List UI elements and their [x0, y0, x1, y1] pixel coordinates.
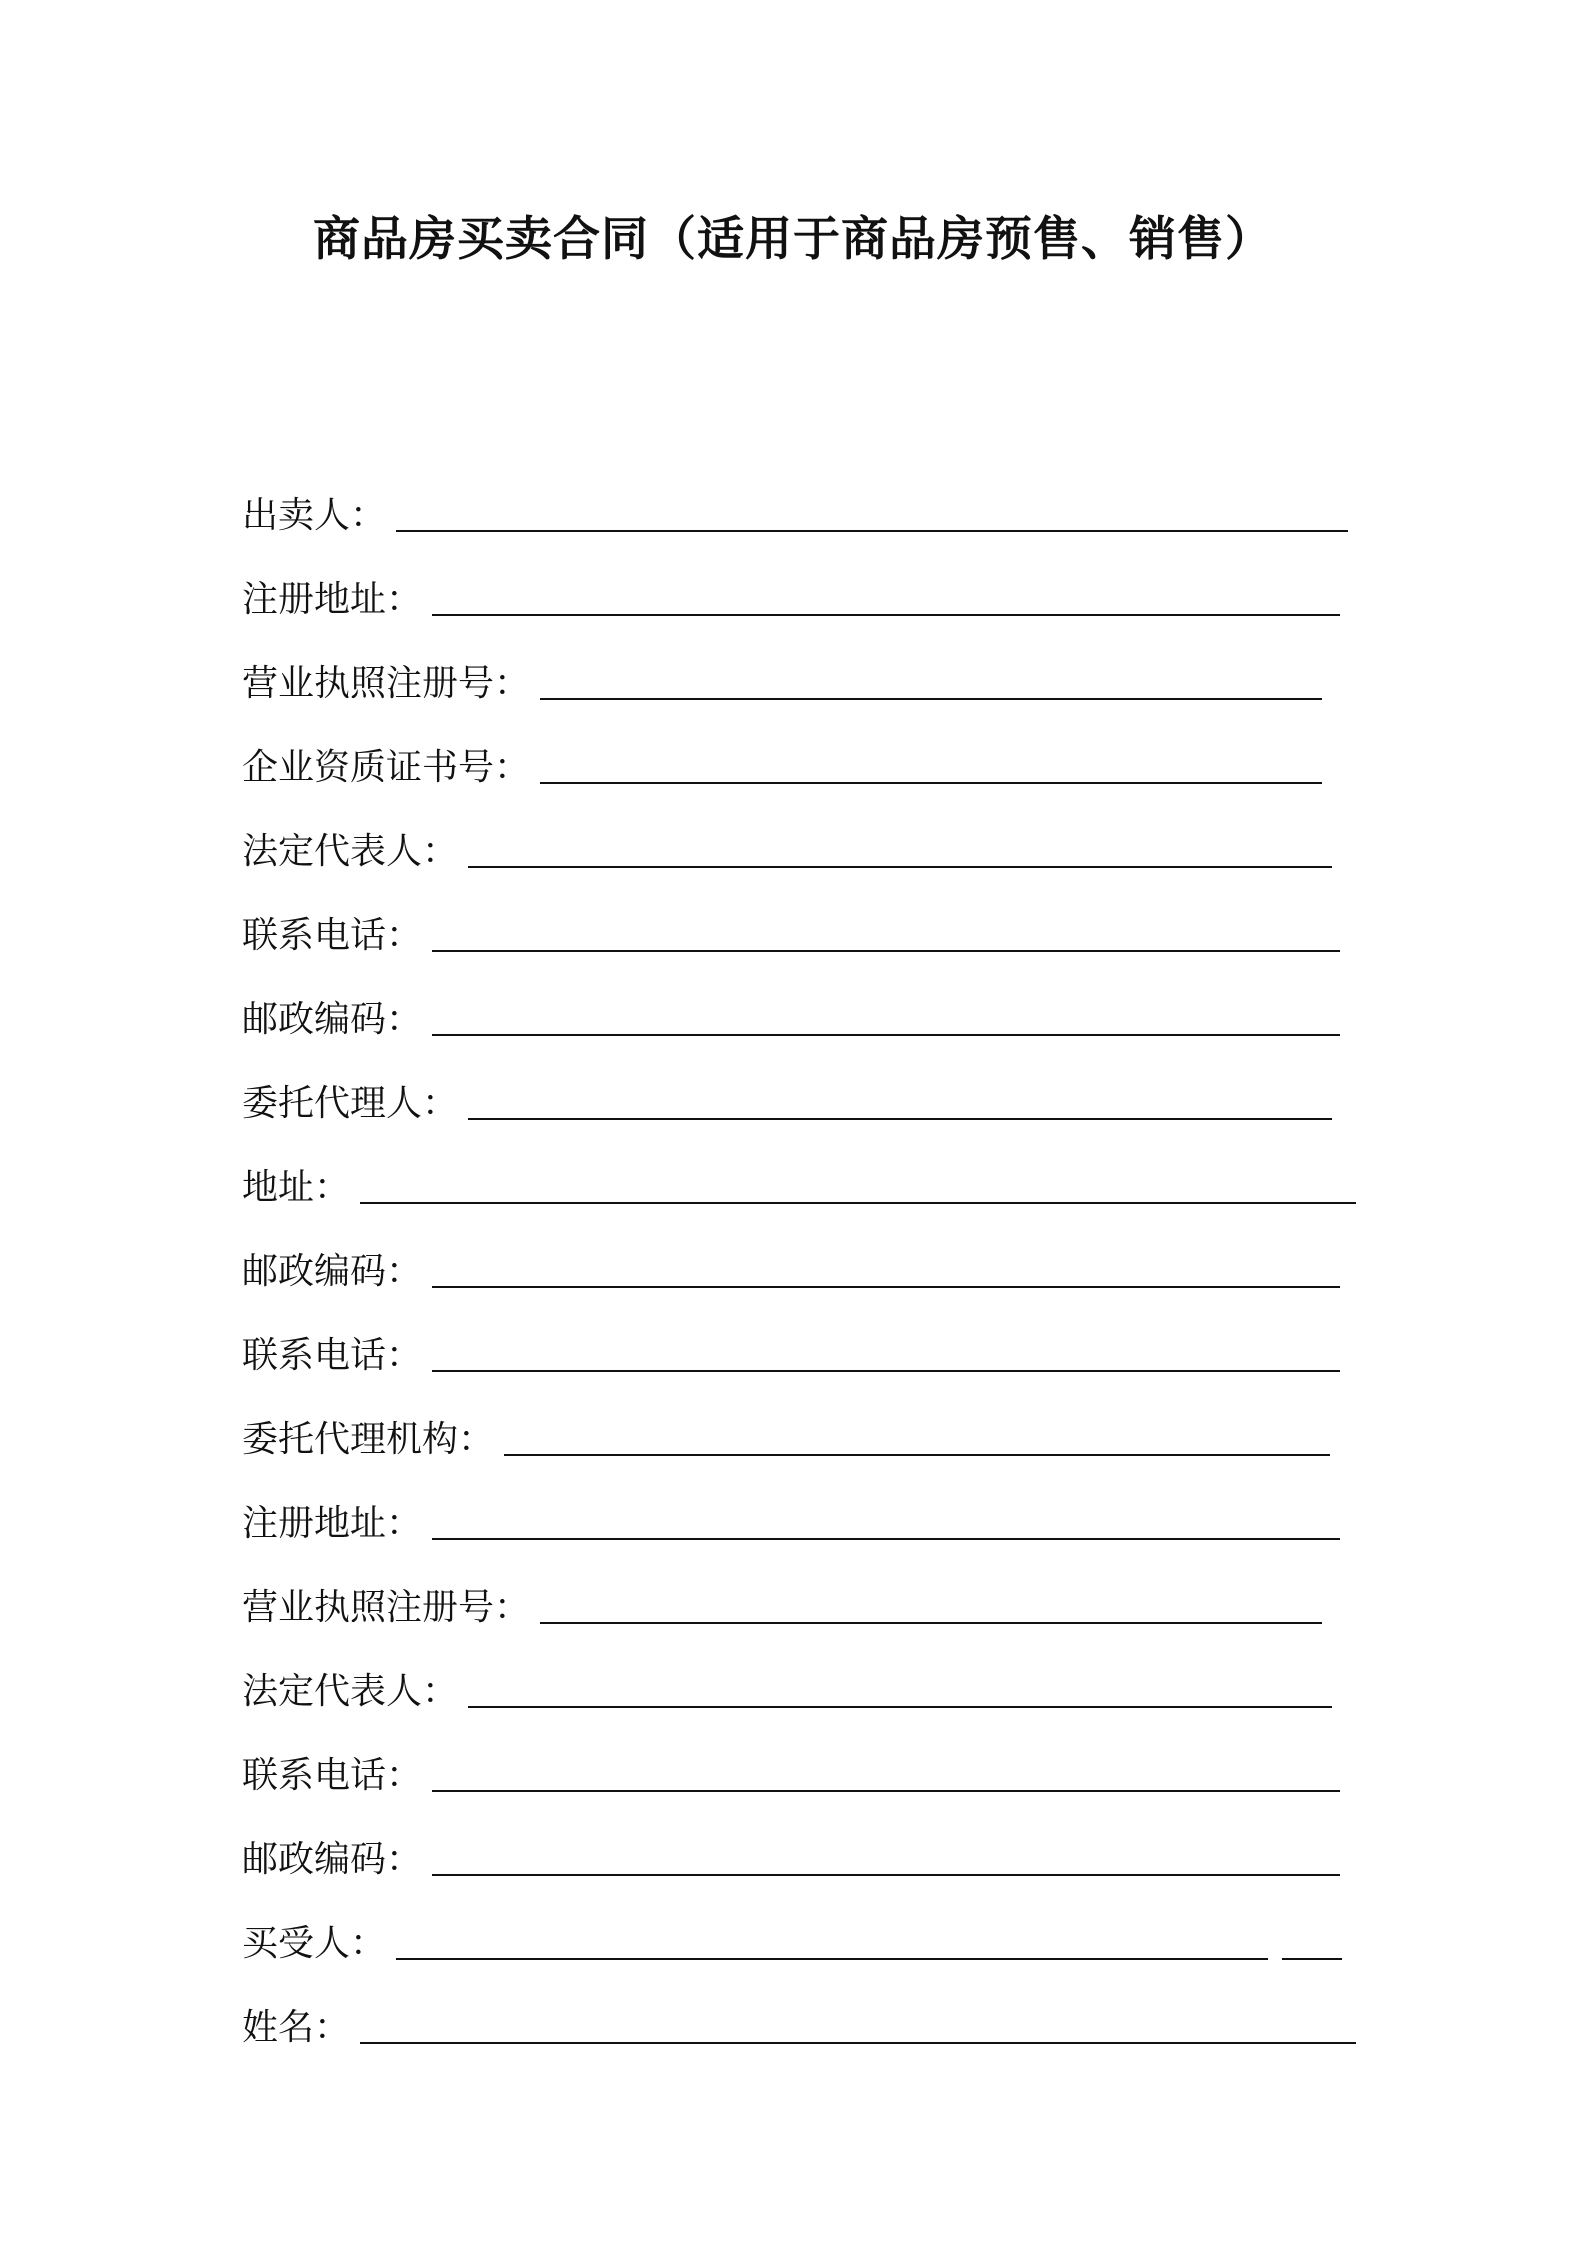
field-label: 邮政编码： [242, 999, 423, 1040]
field-label: 法定代表人： [242, 831, 459, 872]
field-row [242, 626, 1352, 710]
field-row [242, 878, 1352, 962]
field-label: 联系电话： [242, 1755, 423, 1796]
field-row [242, 1550, 1352, 1634]
blank-line[interactable] [432, 584, 1340, 616]
field-label: 委托代理人： [242, 1083, 459, 1124]
blank-line[interactable] [432, 1508, 1340, 1540]
field-label: 买受人： [242, 1923, 387, 1964]
blank-line[interactable] [504, 1424, 1330, 1456]
field-row [242, 1466, 1352, 1550]
field-row [242, 542, 1352, 626]
field-row [242, 1046, 1352, 1130]
field-label: 邮政编码： [242, 1839, 423, 1880]
field-label: 注册地址： [242, 579, 423, 620]
blank-line[interactable] [1282, 1928, 1342, 1960]
document-title: 商品房买卖合同（适用于商品房预售、销售） [313, 212, 1273, 267]
field-label: 营业执照注册号： [242, 1587, 531, 1628]
field-row [242, 1886, 1352, 1970]
blank-line[interactable] [432, 1256, 1340, 1288]
field-label: 企业资质证书号： [242, 747, 531, 788]
field-label: 姓名： [242, 2007, 351, 2048]
blank-line[interactable] [432, 1004, 1340, 1036]
field-label: 联系电话： [242, 915, 423, 956]
blank-line[interactable] [432, 920, 1340, 952]
blank-line[interactable] [540, 752, 1322, 784]
field-label: 委托代理机构： [242, 1419, 495, 1460]
blank-line[interactable] [540, 668, 1322, 700]
field-row [242, 962, 1352, 1046]
field-label: 法定代表人： [242, 1671, 459, 1712]
blank-line[interactable] [468, 1676, 1332, 1708]
party-info-form [242, 458, 1352, 2054]
blank-line[interactable] [396, 500, 1348, 532]
field-row [242, 1634, 1352, 1718]
blank-line[interactable] [360, 1172, 1356, 1204]
blank-line[interactable] [432, 1760, 1340, 1792]
field-row [242, 710, 1352, 794]
field-row [242, 1214, 1352, 1298]
blank-line[interactable] [468, 1088, 1332, 1120]
blank-line[interactable] [468, 836, 1332, 868]
field-row [242, 1718, 1352, 1802]
field-label: 出卖人： [242, 495, 387, 536]
field-label: 注册地址： [242, 1503, 423, 1544]
field-row [242, 1130, 1352, 1214]
blank-line[interactable] [432, 1844, 1340, 1876]
blank-line[interactable] [540, 1592, 1322, 1624]
field-row [242, 1802, 1352, 1886]
field-row [242, 1382, 1352, 1466]
blank-line[interactable] [360, 2012, 1356, 2044]
field-row [242, 458, 1352, 542]
blank-line[interactable] [396, 1928, 1268, 1960]
field-row [242, 794, 1352, 878]
field-label: 地址： [242, 1167, 351, 1208]
field-label: 联系电话： [242, 1335, 423, 1376]
field-row [242, 1970, 1352, 2054]
field-label: 邮政编码： [242, 1251, 423, 1292]
field-label: 营业执照注册号： [242, 663, 531, 704]
field-row [242, 1298, 1352, 1382]
blank-line[interactable] [432, 1340, 1340, 1372]
